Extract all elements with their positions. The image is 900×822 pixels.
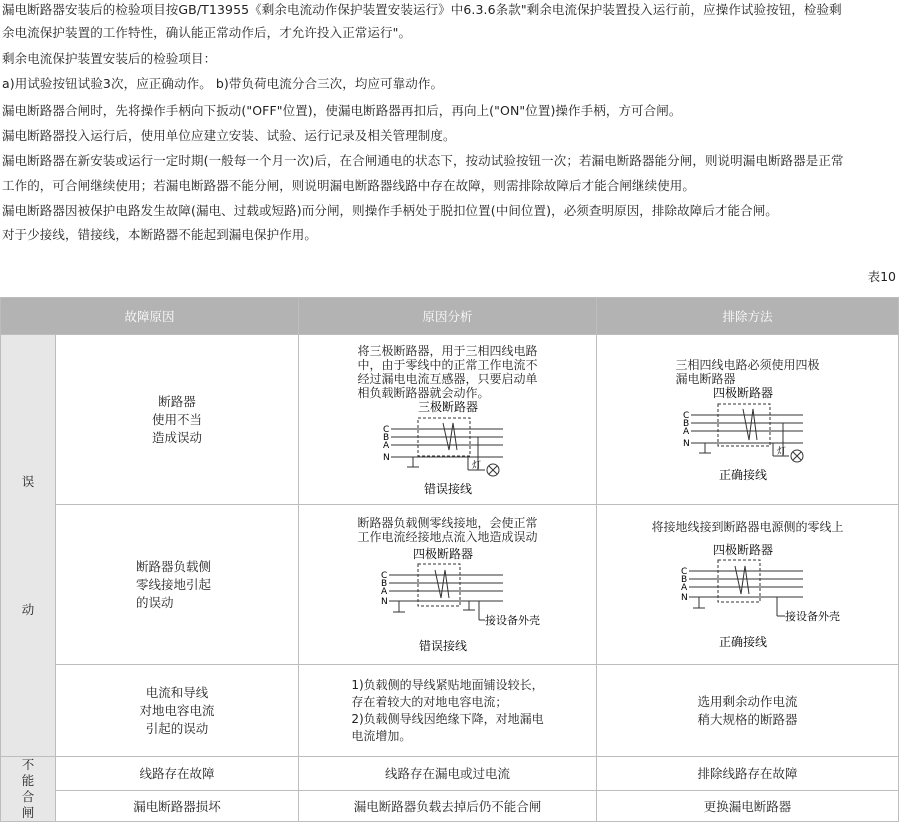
group-label: 误 动 <box>21 473 35 617</box>
remedy-cell <box>597 505 899 665</box>
diagram-caption: 正确接线 <box>718 635 767 649</box>
svg-text:B: B <box>380 578 387 589</box>
svg-text:A: A <box>682 427 689 437</box>
diagram-title: 四极断路器 <box>712 386 773 400</box>
table-header-row <box>1 298 899 335</box>
cause-cell: 线路存在故障 <box>56 757 299 791</box>
wiring-diagram-ground-wrong <box>373 544 540 654</box>
svg-text:B: B <box>382 433 389 443</box>
svg-text:灯: 灯 <box>776 447 786 457</box>
wiring-diagram-3pole-wrong <box>373 400 523 495</box>
analysis-cell <box>299 505 597 665</box>
header-analysis: 原因分析 <box>299 298 597 335</box>
svg-text:A: A <box>380 586 387 597</box>
cause-cell: 电流和导线 对地电容电流 引起的误动 <box>56 665 299 757</box>
analysis-cell: 漏电断路器负载去掉后仍不能合闸 <box>299 790 597 821</box>
remedy-cell: 选用剩余动作电流 稍大规格的断路器 <box>597 665 899 757</box>
svg-text:N: N <box>682 439 690 449</box>
svg-text:灯: 灯 <box>471 461 481 471</box>
wiring-diagram-ground-correct <box>673 540 840 650</box>
svg-text:接设备外壳: 接设备外壳 <box>484 613 540 627</box>
header-remedy: 排除方法 <box>597 298 899 335</box>
remedy-text: 将接地线接到断路器电源侧的零线上 <box>651 520 844 534</box>
group-cannot-close <box>1 757 56 822</box>
paragraph-line: 漏电断路器合闸时，先将操作手柄向下扳动("OFF"位置)，使漏电断路器再扣后，再向上("ON"位置)操作手柄，方可合闸。 <box>2 103 682 118</box>
cause-cell: 断路器 使用不当 造成误动 <box>56 335 299 505</box>
analysis-cell: 线路存在漏电或过电流 <box>299 757 597 791</box>
paragraph-line: a)用试验按钮试验3次，应正确动作。 b)带负荷电流分合三次，均应可靠动作。 <box>2 76 444 91</box>
svg-text:N: N <box>680 593 688 603</box>
svg-text:B: B <box>682 419 689 429</box>
wiring-diagram-4pole-correct <box>673 386 823 481</box>
paragraph-line: 对于少接线，错接线，本断路器不能起到漏电保护作用。 <box>2 227 318 242</box>
paragraph-line: 漏电断路器在新安装或运行一定时期(一般每一个月一次)后，在合闸通电的状态下，按动试验按钮一次；若漏电断路器能分闸，则说明漏电断路器是正常 <box>2 153 844 168</box>
svg-text:A: A <box>382 441 389 451</box>
remedy-cell: 更换漏电断路器 <box>597 790 899 821</box>
table-row <box>1 335 899 505</box>
svg-text:N: N <box>382 453 390 463</box>
analysis-text: 1)负载侧的导线紧贴地面铺设较长， 存在着较大的对地电容电流； 2)负载侧导线因绝缘下降，对地漏电 电流增加。 <box>351 677 544 743</box>
svg-text:C: C <box>380 570 387 581</box>
svg-text:B: B <box>680 575 687 585</box>
table-row <box>1 790 899 821</box>
svg-text:C: C <box>680 567 687 577</box>
table-row <box>1 665 899 757</box>
paragraph-line: 漏电断路器安装后的检验项目按GB/T13955《剩余电流动作保护装置安装运行》中6.3.6条款"剩余电流保护装置投入运行前，应操作试验按钮，检验剩 <box>2 2 842 17</box>
remedy-cell <box>597 335 899 505</box>
analysis-text: 将三极断路器，用于三相四线电路 中，由于零线中的正常工作电流不 经过漏电电流互感器，只要启动单 相负载断路器就会动作。 <box>357 344 538 400</box>
cause-cell: 断路器负载侧 零线接地引起 的误动 <box>56 505 299 665</box>
svg-text:接设备外壳: 接设备外壳 <box>784 610 840 623</box>
table-row <box>1 505 899 665</box>
group-misoperation <box>1 335 56 757</box>
remedy-text: 三相四线电路必须使用四极 漏电断路器 <box>675 358 820 386</box>
paragraph-line: 剩余电流保护装置安装后的检验项目： <box>2 51 217 66</box>
diagram-title: 四极断路器 <box>412 546 473 561</box>
cause-cell: 漏电断路器损坏 <box>56 790 299 821</box>
svg-text:C: C <box>682 411 689 421</box>
diagram-title: 四极断路器 <box>712 543 773 557</box>
remedy-cell: 排除线路存在故障 <box>597 757 899 791</box>
svg-text:A: A <box>680 583 687 593</box>
group-label: 不 能 合 闸 <box>21 757 35 820</box>
analysis-cell <box>299 335 597 505</box>
fault-table <box>0 297 899 822</box>
diagram-caption: 错误接线 <box>418 638 467 653</box>
table-row <box>1 757 899 791</box>
diagram-title: 三极断路器 <box>417 400 478 414</box>
paragraph-line: 漏电断路器因被保护电路发生故障(漏电、过载或短路)而分闸，则操作手柄处于脱扣位置(中间位置)，必须查明原因，排除故障后才能合闸。 <box>2 203 778 218</box>
svg-text:N: N <box>380 596 388 607</box>
table-number: 表10 <box>867 269 896 284</box>
analysis-text: 断路器负载侧零线接地，会使正常 工作电流经接地点流入地造成误动 <box>357 515 538 544</box>
analysis-cell <box>299 665 597 757</box>
paragraph-line: 工作的，可合闸继续使用；若漏电断路器不能分闸，则说明漏电断路器线路中存在故障，则需排除故障后才能合闸继续使用。 <box>2 178 696 193</box>
paragraph-line: 余电流保护装置的工作特性，确认能正常动作后，才允许投入正常运行"。 <box>2 25 412 40</box>
diagram-caption: 正确接线 <box>718 468 767 482</box>
svg-text:C: C <box>382 425 389 435</box>
diagram-caption: 错误接线 <box>423 482 472 496</box>
paragraph-line: 漏电断路器投入运行后，使用单位应建立安装、试验、运行记录及相关管理制度。 <box>2 128 456 143</box>
header-cause: 故障原因 <box>1 298 299 335</box>
